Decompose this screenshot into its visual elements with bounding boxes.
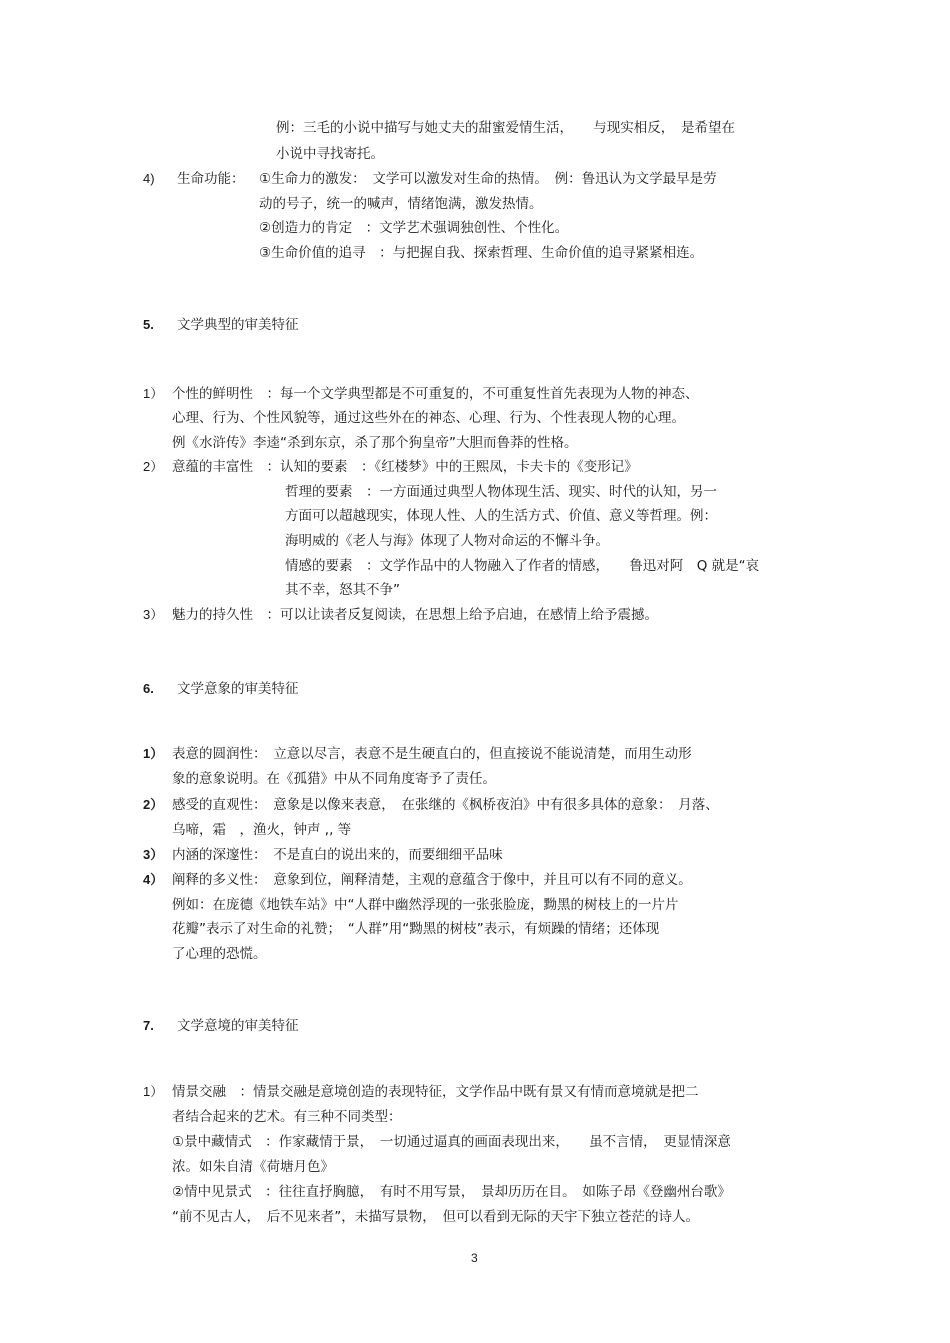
item-text: 表意的圆润性： 立意以尽言，表意不是生硬直白的，但直接说不能说清楚，而用生动形 (172, 746, 692, 762)
item-text: 浓。如朱自清《荷塘月色》 (172, 1159, 334, 1175)
item-text: ②创造力的肯定 ：文学艺术强调独创性、个性化。 (259, 220, 569, 236)
item-number: 3） (143, 847, 164, 862)
item-text: 感受的直观性： 意象是以像来表意， 在张继的《枫桥夜泊》中有很多具体的意象： 月落、 (172, 797, 719, 813)
item-number: 2） (143, 459, 164, 474)
item-text: 情感的要素 ：文学作品中的人物融入了作者的情感， 鲁迅对阿 Q 就是“哀 (285, 558, 760, 574)
item-number: 3） (143, 607, 164, 622)
item-text: ①景中藏情式 ：作家藏情于景， 一切通过逼真的画面表现出来， 虽不言情， 更显情深意 (172, 1134, 731, 1150)
item-text: 方面可以超越现实，体现人性、人的生活方式、价值、意义等哲理。例： (285, 508, 717, 524)
item-text: 阐释的多义性： 意象到位，阐释清楚，主观的意蕴含于像中，并且可以有不同的意义。 (172, 872, 692, 888)
item-text: 心理、行为、个性风貌等，通过这些外在的神态、心理、行为、个性表现人物的心理。 (172, 410, 685, 426)
item-text: 乌啼，霜 ，渔火，钟声 ,, 等 (172, 822, 352, 838)
item-text: 情景交融 ：情景交融是意境创造的表现特征，文学作品中既有景又有情而意境就是把二 (172, 1084, 699, 1100)
section-title: 文学意象的审美特征 (177, 681, 299, 697)
example-line: 例：三毛的小说中描写与她丈夫的甜蜜爱情生活， 与现实相反， 是希望在 (276, 120, 735, 136)
item-text: 了心理的恐慌。 (172, 946, 267, 962)
item-text: 内涵的深邃性： 不是直白的说出来的，而要细细平品味 (172, 847, 503, 863)
item-text: ②情中见景式 ：往往直抒胸臆， 有时不用写景， 景却历历在目。 如陈子昂《登幽州台歌》 (172, 1184, 731, 1200)
item-text: “前不见古人， 后不见来者”，未描写景物， 但可以看到无际的天宇下独立苍茫的诗人。 (172, 1209, 699, 1225)
item-text: 动的号子，统一的喊声，情绪饱满，激发热情。 (259, 196, 543, 212)
section-number: 5. (143, 317, 154, 332)
section-title: 文学典型的审美特征 (177, 317, 299, 333)
item-text: 例《水浒传》李逵“杀到东京，杀了那个狗皇帝”大胆而鲁莽的性格。 (172, 435, 578, 451)
item-number: 1） (143, 1084, 164, 1099)
item-number: 4) (143, 171, 155, 186)
page-number: 3 (471, 1251, 478, 1265)
section-number: 7. (143, 1018, 154, 1033)
item-text: 其不幸，怒其不争” (285, 582, 400, 598)
item-text: 者结合起来的艺术。有三种不同类型： (172, 1109, 402, 1125)
item-text: 哲理的要素 ：一方面通过典型人物体现生活、现实、时代的认知，另一 (285, 484, 717, 500)
item-number: 2） (143, 797, 164, 812)
item-text: ③生命价值的追寻 ：与把握自我、探索哲理、生命价值的追寻紧紧相连。 (259, 245, 704, 261)
item-text: ①生命力的激发： 文学可以激发对生命的热情。 例：鲁迅认为文学最早是劳 (259, 171, 717, 187)
item-text: 例如：在庞德《地铁车站》中“人群中幽然浮现的一张张脸庞，黝黑的树枝上的一片片 (172, 897, 679, 913)
item-number: 1） (143, 746, 164, 761)
item-text: 个性的鲜明性 ：每一个文学典型都是不可重复的，不可重复性首先表现为人物的神态、 (172, 386, 699, 402)
item-text: 意蕴的丰富性 ：认知的要素 ：《红楼梦》中的王熙凤，卡夫卡的《变形记》 (172, 459, 638, 475)
item-number: 4） (143, 872, 164, 887)
section-title: 文学意境的审美特征 (177, 1018, 299, 1034)
item-text: 海明威的《老人与海》体现了人物对命运的不懈斗争。 (285, 533, 609, 549)
item-number: 1） (143, 386, 164, 401)
item-label: 生命功能： (177, 171, 245, 187)
item-text: 象的意象说明。在《孤猎》中从不同角度寄予了责任。 (172, 771, 496, 787)
section-number: 6. (143, 681, 154, 696)
item-text: 花瓣”表示了对生命的礼赞； “人群”用“黝黑的树枝”表示，有烦躁的情绪；还体现 (172, 921, 660, 937)
item-text: 魅力的持久性 ：可以让读者反复阅读，在思想上给予启迪，在感情上给予震撼。 (172, 607, 658, 623)
example-line: 小说中寻找寄托。 (276, 146, 384, 162)
